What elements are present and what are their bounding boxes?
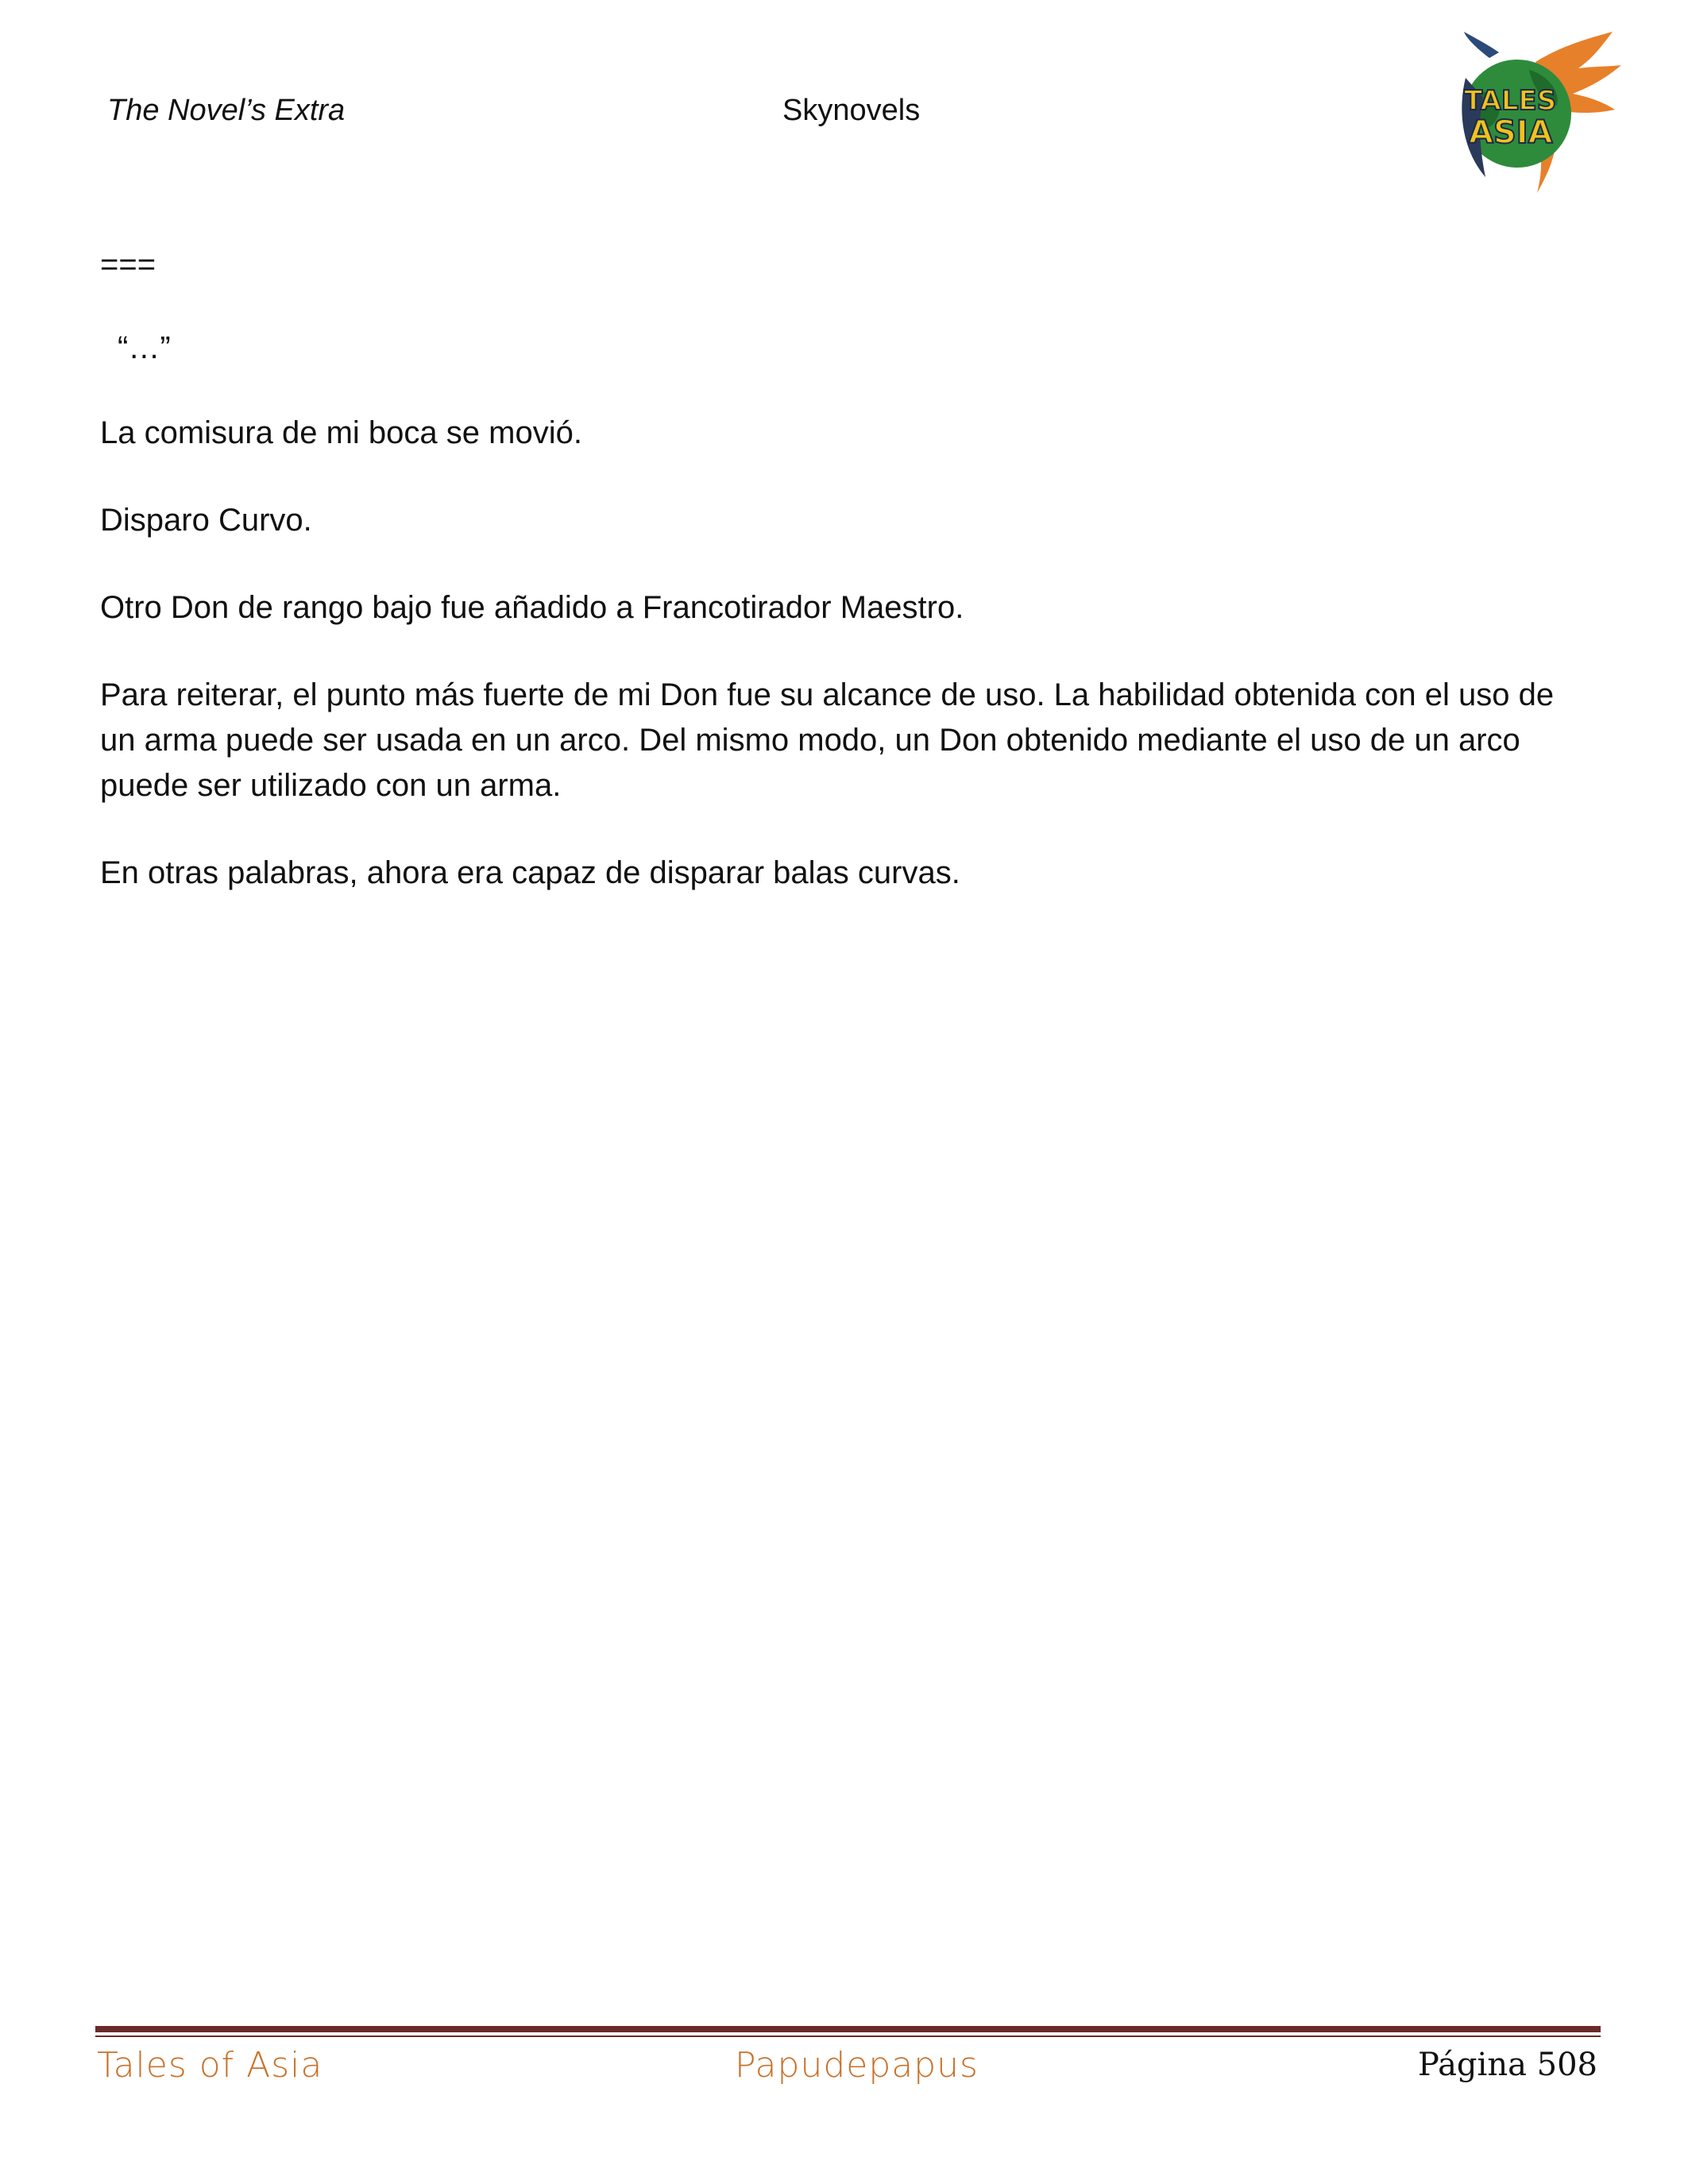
- paragraph: Disparo Curvo.: [100, 503, 312, 538]
- footer-site-name: Tales of Asia: [97, 2045, 323, 2086]
- tales-of-asia-logo-icon: [1442, 30, 1624, 201]
- novel-title: The Novel’s Extra: [107, 94, 346, 127]
- paragraph: La comisura de mi boca se movió.: [100, 415, 582, 450]
- dialogue-line: “…”: [118, 330, 171, 365]
- paragraph: En otras palabras, ahora era capaz de disparar balas curvas.: [100, 855, 960, 890]
- logo-line1: TALES: [1464, 85, 1557, 117]
- source-name: Skynovels: [782, 94, 921, 127]
- paragraph: Para reiterar, el punto más fuerte de mi Don fue su alcance de uso. La habilidad obtenida con el uso de un arma puede ser usada en un arco. Del mismo modo, un Don obtenido mediante el uso de un arco puede ser utilizado con un arma.: [100, 677, 1555, 803]
- footer-translator: Papudepapus: [735, 2045, 979, 2086]
- page-number: Página 508: [1417, 2047, 1597, 2083]
- page-content: [100, 242, 1593, 938]
- footer-divider: [95, 2026, 1601, 2037]
- paragraph: Otro Don de rango bajo fue añadido a Francotirador Maestro.: [100, 590, 964, 625]
- page-header: [0, 0, 1688, 222]
- logo-line2: ASIA: [1469, 114, 1553, 151]
- page-footer: [95, 2045, 1601, 2093]
- scene-separator: ===: [100, 247, 156, 282]
